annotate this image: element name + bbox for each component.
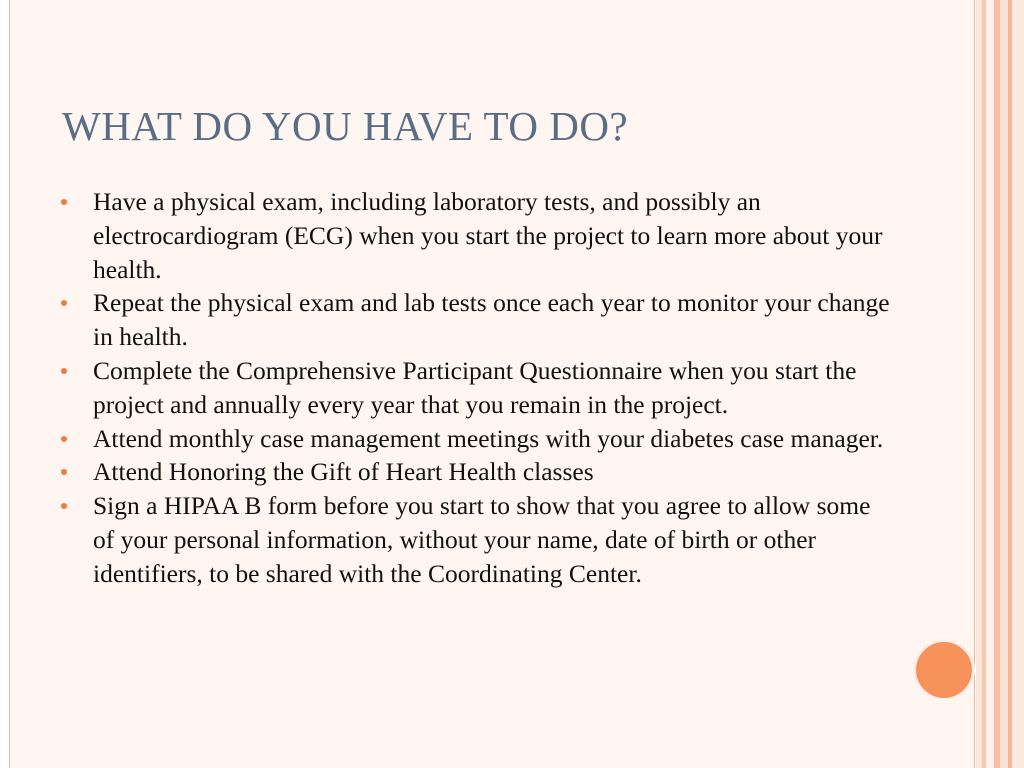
bullet-text: Have a physical exam, including laboratory tests, and possibly an electrocardiogram (ECG) when you start the project to learn more about your health.	[93, 187, 883, 284]
bullet-dot-icon	[61, 199, 67, 205]
bullet-dot-icon	[61, 469, 67, 475]
bullet-text: Complete the Comprehensive Participant Questionnaire when you start the project and annually every year that you remain in the project.	[93, 355, 857, 419]
bullet-item	[60, 185, 890, 286]
bullet-text: Attend monthly case management meetings with your diabetes case manager.	[93, 423, 884, 453]
decorative-side-band	[986, 0, 994, 768]
decorative-side-band	[1012, 0, 1024, 768]
orange-circle-icon	[913, 639, 975, 701]
bullet-text: Sign a HIPAA B form before you start to show that you agree to allow some of your personal information, without your name, date of birth or other identifiers, to be shared with the Coordinating Center.	[93, 491, 871, 588]
bullet-text: Repeat the physical exam and lab tests once each year to monitor your change in health.	[93, 288, 890, 352]
bullet-dot-icon	[61, 368, 67, 374]
bullet-text: Attend Honoring the Gift of Heart Health classes	[93, 457, 594, 487]
bullet-dot-icon	[61, 436, 67, 442]
bullet-item	[60, 286, 890, 354]
bullet-list	[60, 185, 890, 591]
bullet-dot-icon	[61, 300, 67, 306]
slide-title: WHAT DO YOU HAVE TO DO?	[62, 103, 629, 149]
bullet-item	[60, 354, 890, 422]
bullet-item	[60, 489, 890, 590]
decorative-side-band	[1000, 0, 1008, 768]
bullet-item	[60, 422, 890, 456]
bullet-dot-icon	[61, 503, 67, 509]
bullet-item	[60, 455, 890, 489]
